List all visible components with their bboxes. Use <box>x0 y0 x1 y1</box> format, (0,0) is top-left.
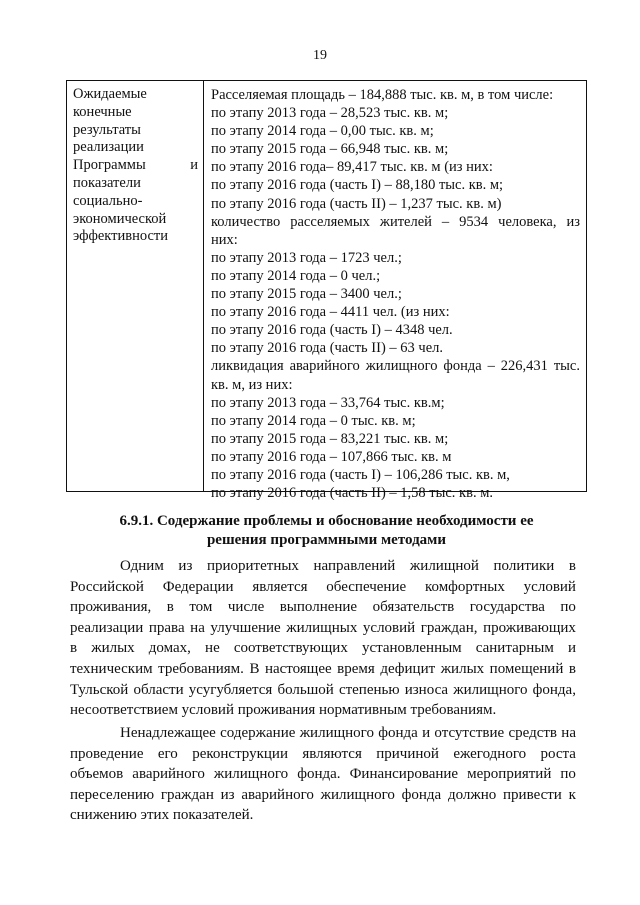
section-heading-line: 6.9.1. Содержание проблемы и обоснование необходимости ее <box>119 513 534 529</box>
word: мероприятий <box>467 766 552 783</box>
word: роста <box>540 745 576 762</box>
paragraph-line <box>70 785 576 806</box>
word: комфортных <box>424 578 505 595</box>
paragraph-line: несоответствием условий проживания нормативным требованиям. <box>70 702 497 719</box>
left-cell-line: реализации <box>73 139 144 156</box>
body-paragraph <box>70 723 576 826</box>
word: Федерации <box>162 578 234 595</box>
table-left-cell <box>67 81 204 491</box>
right-cell-line: по этапу 2016 года (часть I) – 106,286 тыс. кв. м, <box>211 466 510 483</box>
word: жилищного <box>453 681 528 698</box>
word: тыс. <box>553 358 580 375</box>
word: привести <box>503 786 562 803</box>
word: жилищного <box>365 358 438 375</box>
word: Тульской <box>70 681 129 698</box>
left-cell-line: показатели <box>73 174 141 191</box>
paragraph-line <box>70 744 576 765</box>
right-cell-line: по этапу 2013 года – 1723 чел.; <box>211 249 402 266</box>
word: права <box>148 619 185 636</box>
word: к <box>568 786 576 803</box>
word: жилых <box>91 640 135 657</box>
right-cell-line <box>211 213 580 231</box>
word: из <box>178 558 193 574</box>
left-cell-line: результаты <box>73 121 141 138</box>
right-cell-line: них: <box>211 231 238 248</box>
word: фонда <box>401 786 442 803</box>
left-cell-line: Ожидаемые <box>73 86 147 102</box>
word: проживающих <box>483 619 576 636</box>
word: и <box>422 725 431 741</box>
word: обеспечение <box>326 578 407 595</box>
paragraph-line <box>70 638 576 659</box>
word: и <box>567 640 576 657</box>
word: жилых <box>440 660 485 677</box>
word: из <box>220 786 235 803</box>
word: приоритетных <box>206 558 299 574</box>
word: причиной <box>376 745 439 762</box>
word: в <box>70 640 78 657</box>
word: дефицит <box>380 660 436 677</box>
word: улучшение <box>210 619 281 636</box>
word: является <box>252 578 308 595</box>
word: аварийного <box>241 786 314 803</box>
word: из <box>566 213 580 230</box>
word: количество <box>211 213 281 230</box>
section-heading <box>66 512 587 549</box>
word: Финансирование <box>349 766 459 783</box>
right-cell-line: Расселяемая площадь – 184,888 тыс. кв. м, в том числе: <box>211 87 554 103</box>
paragraph-line <box>70 723 576 744</box>
word: ежегодного <box>453 745 527 762</box>
left-cell-line <box>73 157 198 175</box>
right-cell-line: по этапу 2013 года – 28,523 тыс. кв. м; <box>211 105 449 122</box>
word: Одним <box>120 558 164 574</box>
word: большой <box>277 681 334 698</box>
paragraph-line: снижению этих показателей. <box>70 807 254 824</box>
word: проведение <box>70 745 144 762</box>
word: объемов <box>70 766 124 783</box>
word: установленным <box>361 640 462 657</box>
word: в <box>568 660 576 677</box>
table-right-cell <box>204 81 586 502</box>
right-cell-line: по этапу 2015 года – 83,221 тыс. кв. м; <box>211 430 449 447</box>
word: расселяемых <box>290 213 370 230</box>
word: государства <box>469 599 545 616</box>
right-cell-line: по этапу 2016 года (часть II) – 1,237 тыс. кв. м) <box>211 195 502 212</box>
word: – <box>487 358 495 375</box>
summary-table <box>66 80 587 502</box>
word: направлений <box>313 558 396 574</box>
word: проживания, <box>70 599 152 616</box>
word: на <box>561 725 576 741</box>
word: – <box>441 213 450 230</box>
word: по <box>560 599 576 616</box>
word: том <box>189 599 213 616</box>
word: требованиям. <box>158 660 244 677</box>
paragraph-line <box>70 556 576 577</box>
word: условий <box>362 619 416 636</box>
word: жилищного <box>320 786 395 803</box>
word: переселению <box>70 786 155 803</box>
word: домах, <box>148 640 191 657</box>
word: являются <box>302 745 362 762</box>
word: 226,431 <box>500 358 548 375</box>
paragraph-line <box>70 577 576 598</box>
word: жителей <box>379 213 432 230</box>
word: реализации <box>70 619 144 636</box>
word: техническим <box>70 660 153 677</box>
word: области <box>133 681 184 698</box>
body-paragraph <box>70 556 576 721</box>
word: жилищного <box>213 766 289 783</box>
word: жилищного <box>299 725 374 741</box>
word: усугубляется <box>188 681 273 698</box>
word: износа <box>404 681 449 698</box>
paragraph-line <box>70 764 576 785</box>
word: должно <box>447 786 497 803</box>
word: политики <box>493 558 555 574</box>
word: граждан, <box>420 619 478 636</box>
word: аварийного <box>289 358 360 375</box>
word: Ненадлежащее <box>120 725 216 741</box>
word: санитарным <box>475 640 554 657</box>
word: по <box>560 766 576 783</box>
word: человека, <box>498 213 557 230</box>
word: обязательств <box>372 599 455 616</box>
paragraph-line <box>70 618 576 639</box>
right-cell-line: кв. м, из них: <box>211 376 293 393</box>
word: числе <box>227 599 265 616</box>
word: соответствующих <box>233 640 348 657</box>
section-heading-line: решения программными методами <box>206 531 447 548</box>
right-cell-line: по этапу 2016 года (часть I) – 88,180 тыс. кв. м; <box>211 177 504 194</box>
right-cell-line: по этапу 2016 года – 107,866 тыс. кв. м <box>211 448 452 465</box>
word: выполнение <box>279 599 358 616</box>
right-cell-line: по этапу 2014 года – 0 тыс. кв. м; <box>211 412 416 429</box>
word: 9534 <box>459 213 489 230</box>
word: фонда. <box>297 766 341 783</box>
left-cell-line: социально- <box>73 192 143 209</box>
right-cell-line: по этапу 2014 года – 0,00 тыс. кв. м; <box>211 123 434 140</box>
left-cell-line: конечные <box>73 103 132 120</box>
paragraph-line <box>70 659 576 680</box>
word: условий <box>523 578 576 595</box>
right-cell-line: по этапу 2015 года – 66,948 тыс. кв. м; <box>211 141 449 158</box>
word: ликвидация <box>211 358 284 375</box>
word: жилищных <box>286 619 358 636</box>
word: степенью <box>338 681 400 698</box>
right-cell-line: по этапу 2016 года (часть II) – 63 чел. <box>211 340 443 357</box>
left-cell-word: Программы <box>73 157 146 174</box>
left-cell-word: и <box>190 157 198 174</box>
word: помещений <box>489 660 564 677</box>
page-number: 19 <box>313 48 327 63</box>
word: фонда <box>443 358 482 375</box>
word: его <box>157 745 178 762</box>
right-cell-line: по этапу 2016 года (часть I) – 4348 чел. <box>211 322 453 339</box>
paragraph-line <box>70 680 576 701</box>
right-cell-line: по этапу 2016 года (часть II) – 1,58 тыс. кв. м. <box>211 485 493 502</box>
word: не <box>205 640 220 657</box>
left-cell-line: экономической <box>73 210 167 227</box>
word: средств <box>508 725 557 741</box>
word: настоящее <box>264 660 332 677</box>
word: фонда, <box>532 681 576 698</box>
word: Российской <box>70 578 144 595</box>
word: время <box>337 660 375 677</box>
right-cell-line: по этапу 2013 года – 33,764 тыс. кв.м; <box>211 394 445 411</box>
word: реконструкции <box>192 745 288 762</box>
word: жилищной <box>409 558 479 574</box>
word: аварийного <box>132 766 205 783</box>
right-cell-line: по этапу 2016 года – 4411 чел. (из них: <box>211 304 450 321</box>
word: в <box>166 599 174 616</box>
word: отсутствие <box>434 725 505 741</box>
left-cell-line: эффективности <box>73 228 168 245</box>
paragraph-line <box>70 597 576 618</box>
word: граждан <box>160 786 214 803</box>
word: фонда <box>378 725 418 741</box>
right-cell-line: по этапу 2015 года – 3400 чел.; <box>211 286 402 303</box>
word: в <box>568 558 576 574</box>
right-cell-line: по этапу 2014 года – 0 чел.; <box>211 267 381 284</box>
word: на <box>190 619 205 636</box>
word: содержание <box>220 725 296 741</box>
right-cell-line: по этапу 2016 года– 89,417 тыс. кв. м (из них: <box>211 159 493 176</box>
word: В <box>249 660 260 677</box>
right-cell-line <box>211 357 580 375</box>
